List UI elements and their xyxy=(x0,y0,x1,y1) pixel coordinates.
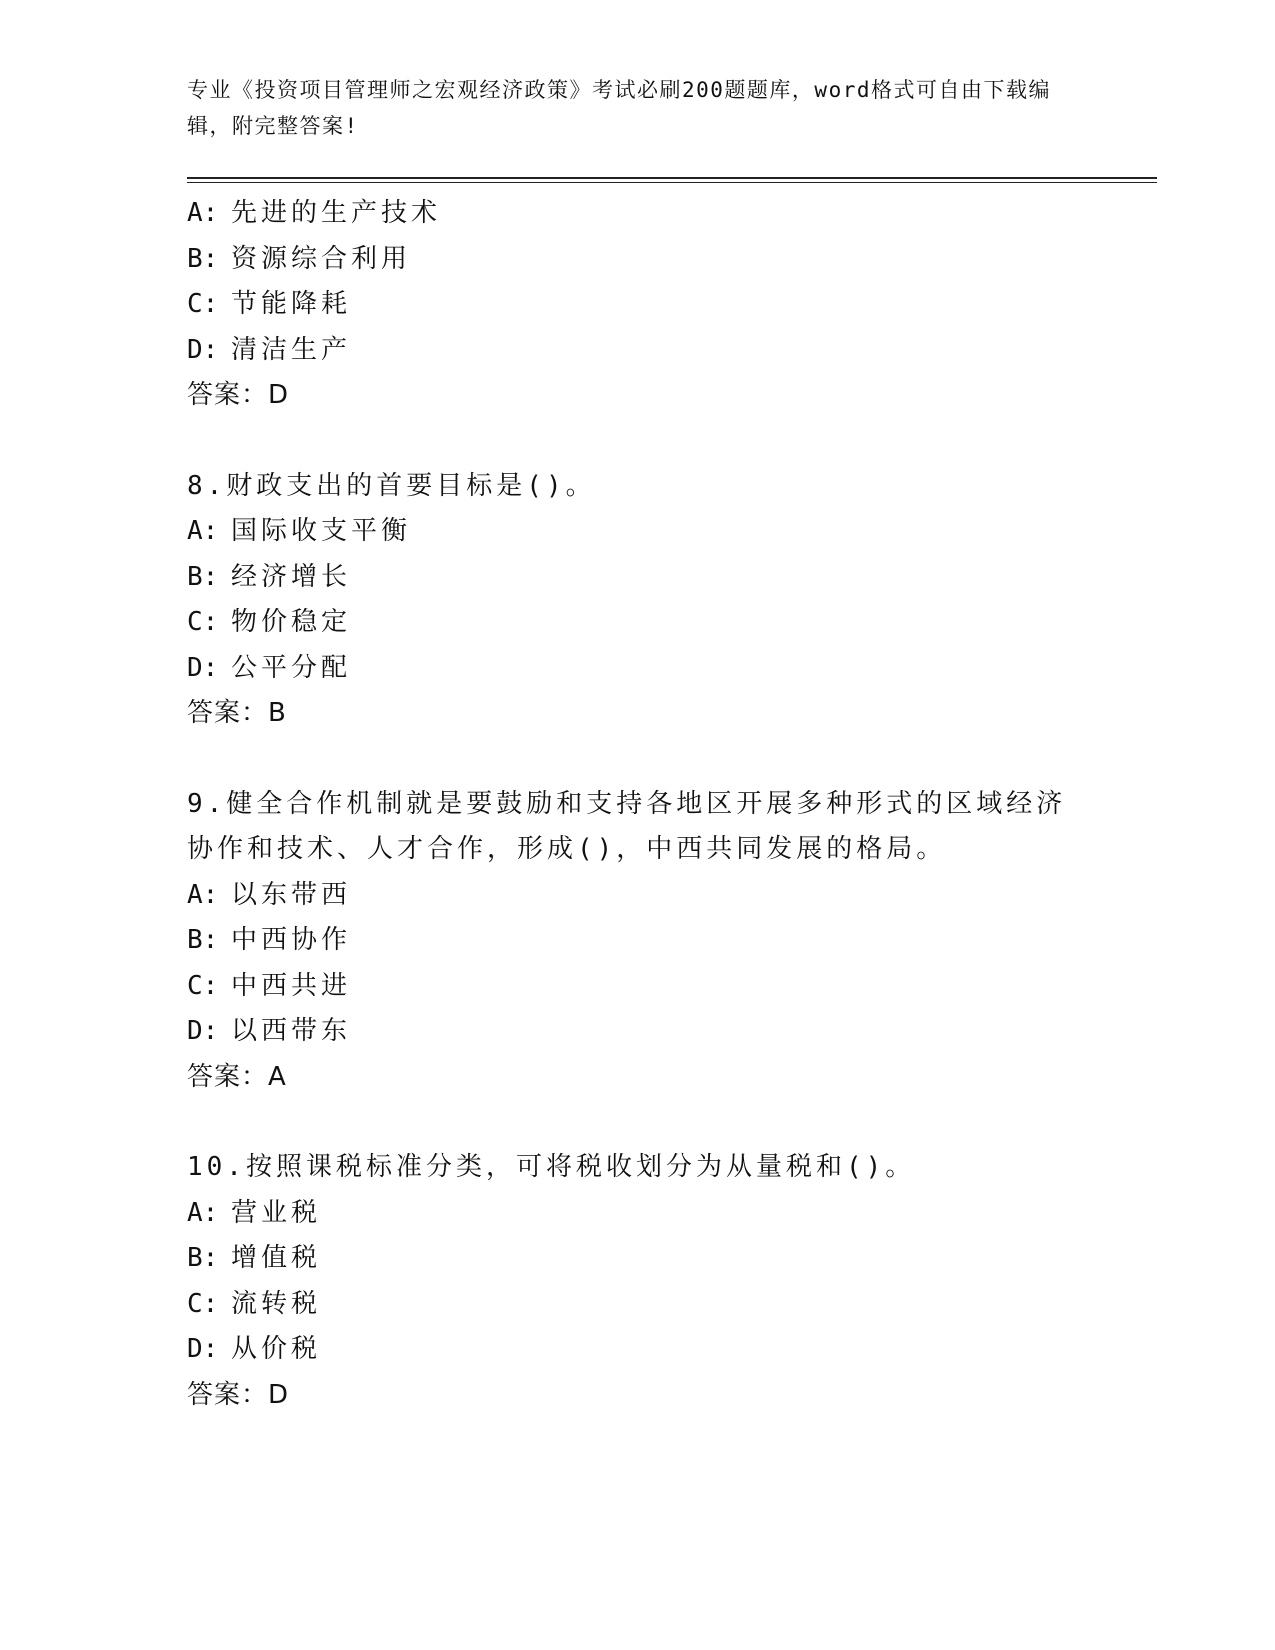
answer-line: 答案：A xyxy=(187,1061,287,1092)
question-stem: 9.健全合作机制就是要鼓励和支持各地区开展多种形式的区域经济协作和技术、人才合作，形成()，中西共同发展的格局。 xyxy=(187,788,1067,864)
option-prefix: A: xyxy=(187,1197,219,1228)
question-list xyxy=(187,191,1087,1418)
spacer xyxy=(187,737,1087,782)
option-prefix: D: xyxy=(187,1016,219,1046)
option-prefix: D: xyxy=(187,652,219,683)
option-a xyxy=(187,191,1087,237)
option-prefix: D: xyxy=(187,1334,219,1364)
option-prefix: B: xyxy=(187,1243,219,1273)
option-d xyxy=(187,646,1087,692)
option-b xyxy=(187,555,1087,601)
option-text: 清洁生产 xyxy=(231,334,352,365)
option-text: 国际收支平衡 xyxy=(231,516,412,546)
option-prefix: C: xyxy=(187,289,219,319)
option-c xyxy=(187,1282,1087,1328)
question-stem: 10.按照课税标准分类，可将税收划分为从量税和()。 xyxy=(187,1152,916,1182)
option-text: 以西带东 xyxy=(231,1016,352,1046)
option-a xyxy=(187,873,1087,919)
option-text: 增值税 xyxy=(231,1243,322,1273)
option-b xyxy=(187,237,1087,283)
question-10 xyxy=(187,1145,1087,1418)
continued-question xyxy=(187,191,1087,419)
option-d xyxy=(187,1327,1087,1373)
option-d xyxy=(187,1009,1087,1055)
option-text: 物价稳定 xyxy=(231,607,352,637)
option-d xyxy=(187,328,1087,374)
option-a xyxy=(187,1191,1087,1237)
option-text: 中西共进 xyxy=(231,970,352,1001)
option-c xyxy=(187,964,1087,1010)
option-c xyxy=(187,600,1087,646)
header-divider-thick xyxy=(187,177,1157,179)
option-prefix: D: xyxy=(187,334,219,365)
answer-line: 答案：D xyxy=(187,380,290,410)
spacer xyxy=(187,419,1087,464)
option-text: 流转税 xyxy=(231,1288,322,1319)
option-b xyxy=(187,1236,1087,1282)
question-8 xyxy=(187,464,1087,737)
option-prefix: C: xyxy=(187,607,219,637)
spacer xyxy=(187,1100,1087,1145)
option-text: 经济增长 xyxy=(231,561,352,592)
option-text: 从价税 xyxy=(231,1334,322,1364)
option-text: 中西协作 xyxy=(231,925,352,955)
header-divider-thin xyxy=(187,182,1157,183)
answer-line: 答案：B xyxy=(187,698,287,728)
option-text: 以东带西 xyxy=(231,879,352,910)
option-text: 公平分配 xyxy=(231,652,352,683)
option-prefix: A: xyxy=(187,879,219,910)
question-stem: 8.财政支出的首要目标是()。 xyxy=(187,470,596,501)
option-text: 节能降耗 xyxy=(231,289,352,319)
answer-line: 答案：D xyxy=(187,1379,290,1410)
option-prefix: B: xyxy=(187,243,219,274)
option-prefix: A: xyxy=(187,516,219,546)
option-c xyxy=(187,282,1087,328)
document-header: 专业《投资项目管理师之宏观经济政策》考试必刷200题题库，word格式可自由下载编辑，附完整答案! xyxy=(187,78,1051,138)
option-text: 资源综合利用 xyxy=(231,243,412,274)
option-prefix: A: xyxy=(187,198,219,228)
option-prefix: C: xyxy=(187,970,219,1001)
option-text: 先进的生产技术 xyxy=(231,198,442,228)
option-prefix: C: xyxy=(187,1288,219,1319)
option-prefix: B: xyxy=(187,925,219,955)
option-b xyxy=(187,918,1087,964)
option-a xyxy=(187,509,1087,555)
question-9 xyxy=(187,782,1087,1101)
option-text: 营业税 xyxy=(231,1197,322,1228)
option-prefix: B: xyxy=(187,561,219,592)
